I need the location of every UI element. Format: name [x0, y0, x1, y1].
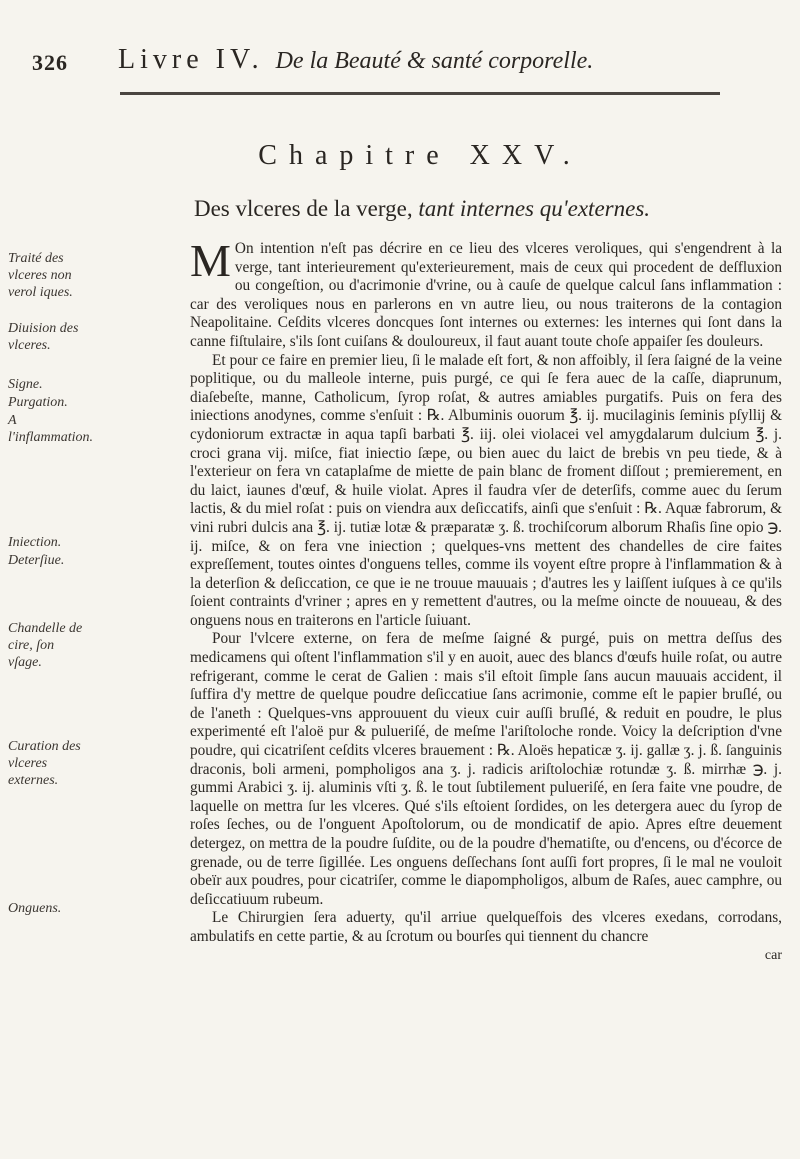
running-title-caps: Livre IV.	[118, 44, 264, 75]
margin-note: Diuision des vlceres.	[8, 321, 79, 353]
page-header	[26, 44, 780, 84]
catchword: car	[764, 947, 782, 963]
margin-note: Chandelle de cire, ſon vſage.	[8, 621, 83, 670]
chapter-title-italic: tant internes qu'externes.	[418, 196, 651, 221]
margin-note: A l'inflammation.	[8, 413, 94, 445]
margin-note: Purgation.	[8, 395, 68, 410]
margin-note: Curation des vlceres externes.	[8, 739, 81, 788]
margin-note: Signe.	[8, 377, 43, 392]
running-title	[118, 44, 593, 76]
chapter-title	[0, 196, 800, 222]
drop-cap: M	[190, 235, 231, 286]
paragraph: Et pour ce faire en premier lieu, ſi le malade eſt fort, & non affoibly, il ſera ſaigné de la veine poplitique, ou du malleole interne, puis purgé, ce qui ſe fera auec de la caſſe, diaprunum, diaſebeſte, manne, Catholicum, ſyrop roſat, & autres amiables purgatifs. Puis on fera des iniections anodynes, comme s'enſuit : ℞. Albuminis ouorum ℥. ij. mucilaginis ſeminis pſyllij & cydoniorum extractæ in aqua tapſi barbati ℥. iij. olei violacei vel amygdalarum dulcium ℥. j. croci grana vij. miſce, fiat iniectio ſæpe, ou bien auec du laict de brebis vn peu tiede, & à l'exterieur on fera vn cataplaſme de miette de pain blanc de froment diſſout ; premierement, en du laict, iaunes d'œuf, & huile violat. Apres il faudra vſer de deterſifs, comme auec du ſerum lactis, & du miel roſat : puis on viendra aux deſiccatifs, ainſi que s'enſuit : ℞. Aquæ fabrorum, & vini rubri dulcis ana ℥. ij. tutiæ lotæ & præparatæ ʒ. ß. trochiſcorum alborum Rhaſis ſine opio ℈. ij. miſce, & on fera vne iniection ; quelques-vns mettent des chandelles de cire faites expreſſement, toutes ointes d'onguens telles, comme ils voyent eſtre propre à l'inflammation & à la deterſion & deſiccation, ce que ie ne trouue mauuais ; d'autres les y laiſſent iuſques à ce qu'ils ſoient contraints d'vriner ; apres en y remettent d'autres, ou la meſme oincte de nouueau, & des onguens nous en traiterons en l'article ſuiuant.	[190, 351, 782, 629]
margin-note: Traité des vlceres non verol iques.	[8, 251, 73, 300]
page-number: 326	[32, 50, 68, 75]
margin-note: Iniection.	[8, 535, 62, 550]
header-rule	[120, 92, 720, 95]
margin-note: Deterſiue.	[8, 553, 65, 568]
paragraph: Le Chirurgien ſera aduerty, qu'il arriue quelqueſfois des vlceres exedans, corrodans, ambulatifs en cette partie, & au ſcrotum ou bourſes qui tiennent du chancre	[190, 909, 782, 945]
paragraph-text: On intention n'eſt pas décrire en ce lieu des vlceres veroliques, qui s'engendrent à la verge, tant interieurement qu'exterieurement, mais de ceux qui procedent de deſfluxion ou congeſtion, ou d'acrimonie d'vrine, ou à cauſe de quelque calcul ſans inflammation : car des veroliques nous en parlerons en vn autre lieu, ou nous traiterons de la contagion Neapolitaine. Ceſdits vlceres doncques ſont internes ou externes: les internes qui ſont dans la canne fiſtulaire, s'ils ſont cuiſans & douloureux, il faut auant toute choſe appaiſer ſes douleurs.	[190, 240, 782, 350]
body-text	[190, 235, 782, 965]
chapter-label: Chapitre XXV.	[258, 140, 582, 171]
paragraph: Pour l'vlcere externe, on fera de meſme ſaigné & purgé, puis on mettra deſſus des medicamens qui oſtent l'inflammation s'il y en auoit, auec des blancs d'œufs huile roſat, ou autre refrigerant, comme le cerat de Galien : mais s'il eſtoit ſimple ſans aucun mauuais accident, il ſuffira d'y mettre de quelque poudre deſiccatiue ſans acrimonie, comme eſt le papier bruſlé, ou de l'aneth : Quelques-vns approuuent du vieux cuir auſſi bruſlé, & reduit en poudre, le plus experimenté eſt l'aloë pur & pulueriſé, de meſme l'ariſtoloche ronde. Voicy la deſcription d'vne poudre, qui cicatriſent ceſdits vlceres brauement : ℞. Aloës hepaticæ ʒ. ij. gallæ ʒ. j. ß. ſanguinis draconis, boli armeni, pompholigos ana ʒ. j. radicis ariſtolochiæ rotundæ ʒ. ß. mirrhæ ℈. j. gummi Arabici ʒ. ij. aluminis vſti ʒ. ß. le tout ſubtilement pulueriſé, en ſera faite vne poudre, de laquelle on mettra ſur les vlceres. Qué s'ils eſtoient ſordides, on les detergera auec du ſyrop de roſes ſeches, ou de l'onguent Apoſtolorum, ou de mondicatif de apio. Apres eſtre deuement detergez, on mettra de la poudre ſuſdite, ou de la poudre d'hematiſte, ou d'encens, ou d'écorce de grenade, ou de terre ſigillée. Les onguens deſſechans ſont auſſi fort propres, ſi le mal ne vouloit obeïr aux poudres, pour cicatriſer, comme le diapompholigos, album de Raſes, auec camphre, ou deſiccatiuum rubeum.	[190, 630, 782, 908]
paragraph	[190, 235, 782, 352]
running-title-italic: De la Beauté & santé corporelle.	[275, 48, 594, 74]
margin-note: Onguens.	[8, 901, 62, 916]
chapter-title-roman: Des vlceres de la verge,	[193, 196, 413, 221]
